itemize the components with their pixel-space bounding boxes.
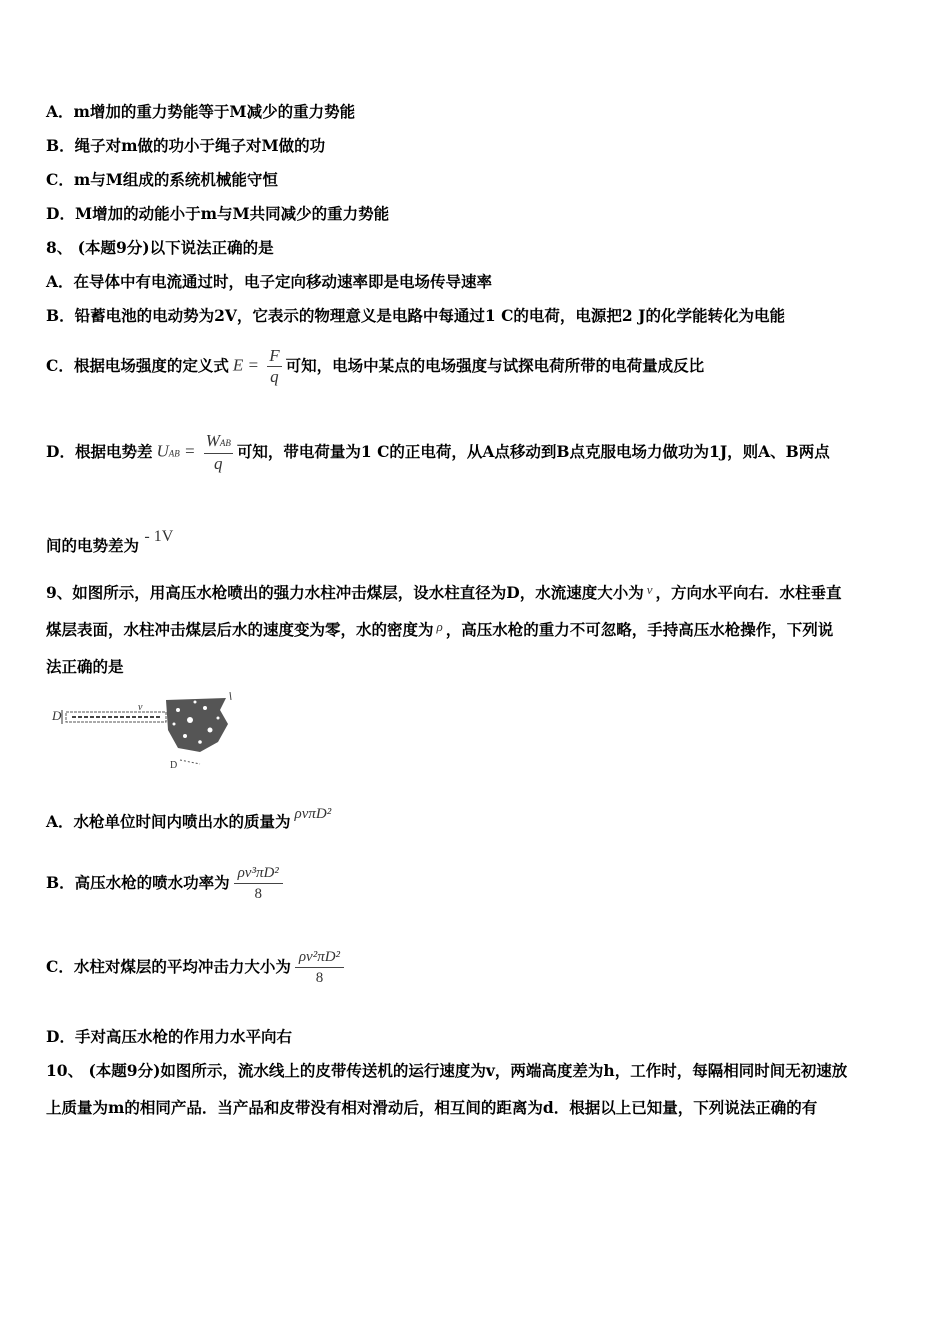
q8-c-fraction	[267, 346, 281, 387]
q8-option-c-text: C．根据电场强度的定义式	[46, 356, 229, 375]
q9-b-fraction	[234, 863, 283, 904]
q7-option-b: B．绳子对m做的功小于绳子对M做的功	[46, 136, 326, 155]
q9-stem2-rho: ρ	[436, 619, 443, 634]
q8-d-value: - 1V	[144, 528, 174, 545]
fig-coal-seam	[166, 698, 228, 752]
fig-debris	[180, 760, 200, 764]
q9-stem2-rest: ，高压水枪的重力不可忽略，手持高压水枪操作，下列说	[445, 620, 834, 639]
q9-b-num: ρv³πD²	[237, 864, 279, 881]
q8-d-formula: UAB = $\frac{\text{WAB}}{q}$	[156, 430, 231, 473]
q9-stem1-text: 9、如图所示，用高压水枪喷出的强力水柱冲击煤层，设水柱直径为D，水流速度大小为	[46, 583, 644, 602]
fig-label-v: v	[138, 702, 143, 713]
q9-stem-line1	[46, 583, 842, 604]
q8-stem: 8、 (本题9分)以下说法正确的是	[46, 238, 274, 257]
q9-stem-line2	[46, 620, 833, 641]
q8-option-c-rest: 可知，电场中某点的电场强度与试探电荷所带的电荷量成反比	[285, 356, 705, 375]
q8-option-d-cont	[46, 528, 174, 557]
q8-c-lhs: E	[232, 354, 244, 374]
q9-stem1-v: v	[646, 582, 653, 597]
fig-label-d-bottom: D	[170, 760, 178, 771]
q8-d-num: W	[205, 430, 220, 450]
q9-option-d: D．手对高压水枪的作用力水平向右	[46, 1027, 292, 1046]
q7-option-c: C．m与M组成的系统机械能守恒	[46, 170, 278, 189]
water-jet-figure	[50, 690, 240, 774]
q10-line2: 上质量为m的相同产品．当产品和皮带没有相对滑动后，相互间的距离为d．根据以上已知量，下列说法正确的有	[46, 1098, 818, 1117]
q9-b-den: 8	[234, 883, 283, 904]
q7-option-d: D．M增加的动能小于m与M共同减少的重力势能	[46, 204, 390, 223]
q9-option-a-text: A．水枪单位时间内喷出水的质量为	[46, 812, 291, 831]
q9-option-c	[46, 944, 348, 990]
q8-d-num-wrap	[204, 431, 233, 453]
q8-d-fraction	[204, 431, 233, 474]
q8-c-num: F	[269, 345, 280, 365]
q8-option-c	[46, 344, 704, 388]
q8-d-den: q	[204, 453, 233, 474]
q9-option-a	[46, 806, 332, 832]
q8-d-num-sub: AB	[219, 437, 231, 448]
q8-c-formula: E = $\frac{F}{q}$	[232, 345, 280, 386]
q8-option-a: A．在导体中有电流通过时，电子定向移动速率即是电场传导速率	[46, 272, 493, 291]
q9-stem2-text: 煤层表面，水柱冲击煤层后水的速度变为零，水的密度为	[46, 620, 434, 639]
q8-d-cont-text: 间的电势差为	[46, 536, 140, 555]
q9-option-b	[46, 860, 287, 906]
q9-option-b-text: B．高压水枪的喷水功率为	[46, 873, 230, 892]
fig-label-d-left: D	[52, 708, 62, 723]
q8-option-d	[46, 428, 830, 476]
q9-a-formula: ρvπD²	[294, 806, 332, 822]
q9-c-fraction	[295, 947, 344, 988]
q8-option-b: B．铅蓄电池的电动势为2V，它表示的物理意义是电路中每通过1 C的电荷，电源把2 J的化学能转化为电能	[46, 306, 785, 325]
q10-line1: 10、 (本题9分)如图所示，流水线上的皮带传送机的运行速度为v，两端高度差为h，工作时，每隔相同时间无初速放	[46, 1061, 848, 1080]
q8-c-den: q	[267, 366, 281, 387]
q9-option-c-text: C．水柱对煤层的平均冲击力大小为	[46, 957, 291, 976]
q8-option-d-rest: 可知，带电荷量为1 C的正电荷，从A点移动到B点克服电场力做功为1J，则A、B两点	[236, 442, 830, 461]
q8-option-d-text: D．根据电势差	[46, 442, 153, 461]
q7-option-a: A．m增加的重力势能等于M减少的重力势能	[46, 102, 356, 121]
fig-mark	[230, 692, 231, 700]
q9-stem-line3: 法正确的是	[46, 657, 124, 676]
q8-d-lhs-sub: AB	[168, 447, 180, 458]
q9-stem1-end: ，方向水平向右．水柱垂直	[655, 583, 842, 602]
q8-d-lhs: U	[156, 440, 169, 460]
q9-c-num: ρv²πD²	[298, 948, 341, 965]
q9-c-den: 8	[295, 967, 344, 988]
